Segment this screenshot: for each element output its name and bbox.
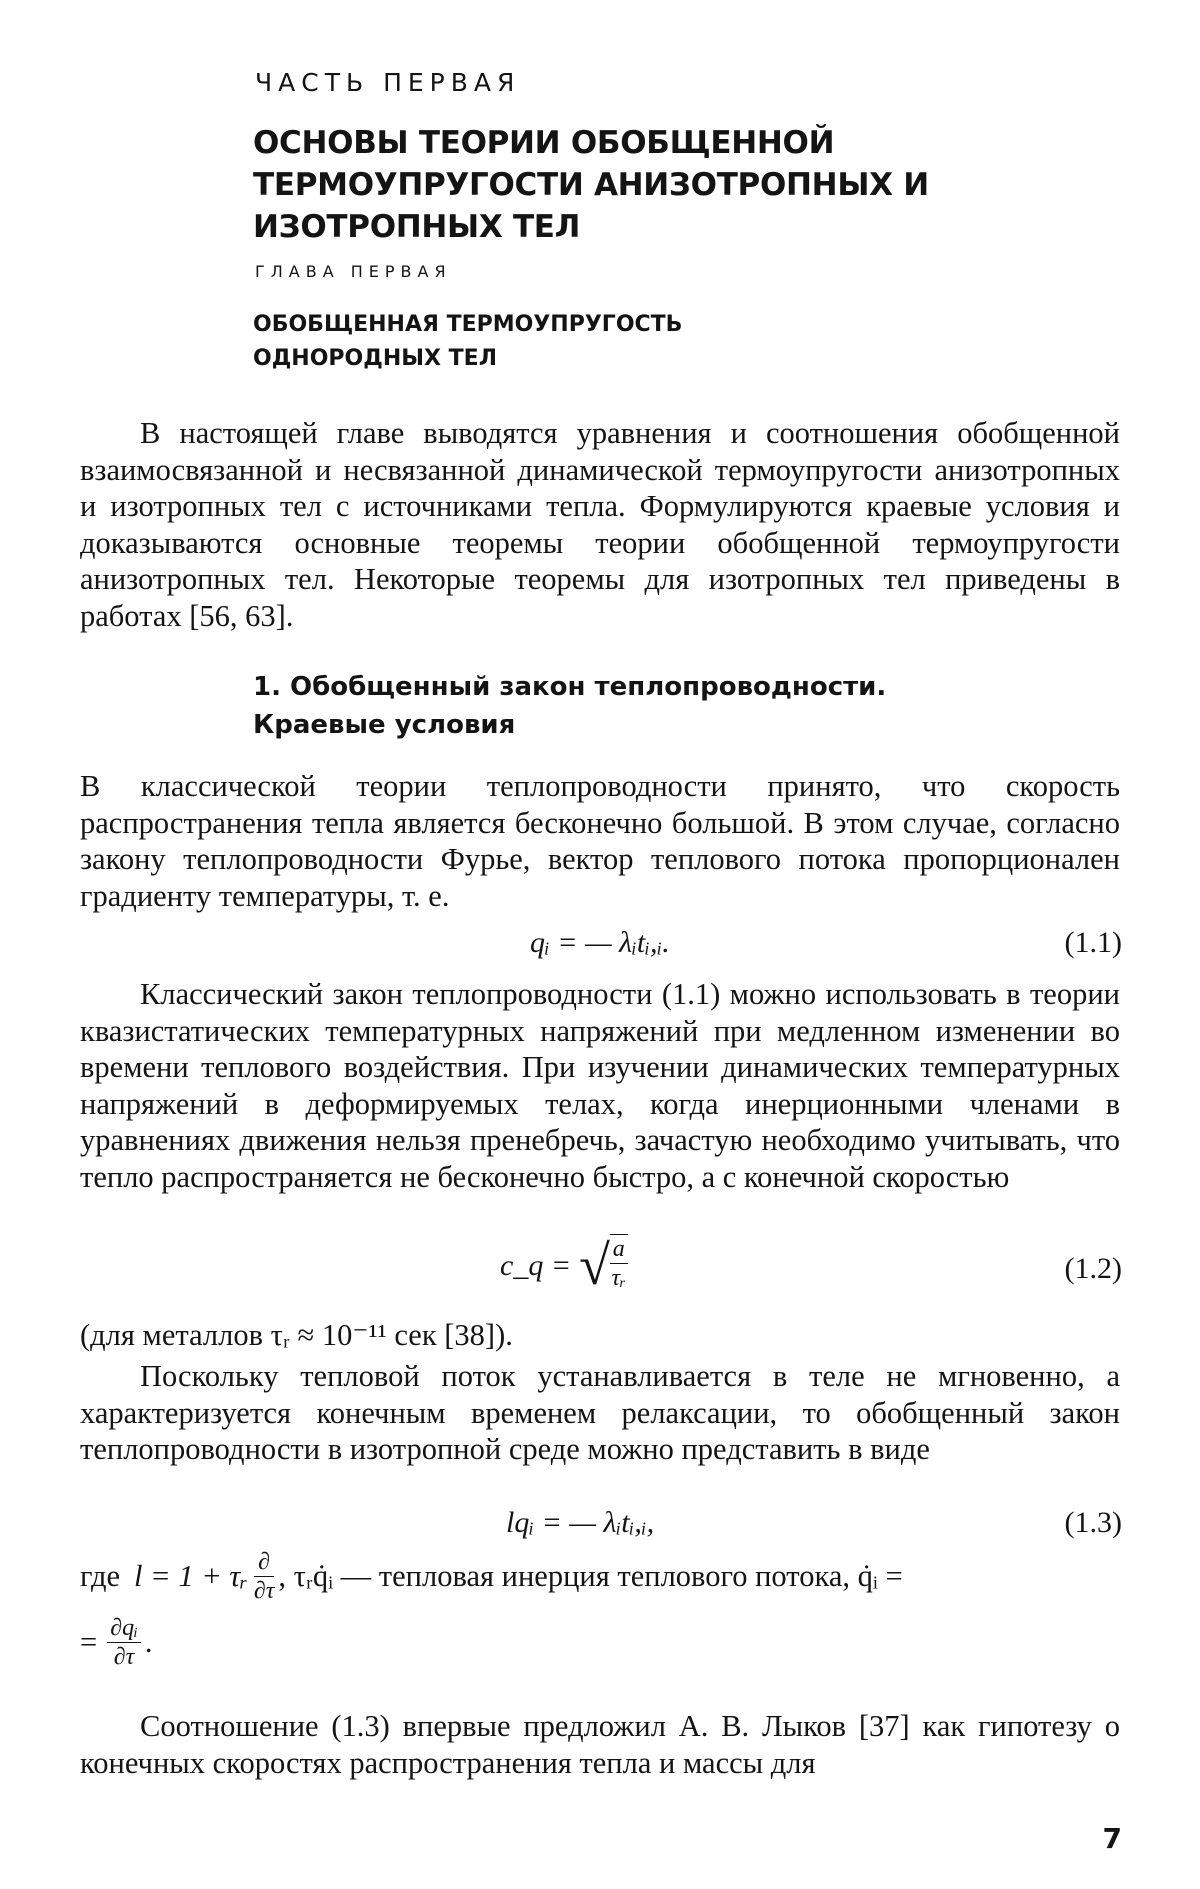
equation-1-3: lqᵢ = — λᵢtᵢ,ᵢ, [506,1506,655,1539]
section-title [253,668,1053,744]
section-title-line-2: Краевые условия [253,710,516,740]
paragraph-1: В классической теории теплопроводности принято, что скорость распространения тепла является бесконечно большой. В этом случае, согласно закону теплопроводности Фурье, вектор теплового потока пропорционален градиенту температуры, т. е. [80,769,1120,913]
equation-1-2 [500,1235,628,1297]
where-prefix: где [80,1559,121,1593]
chapter-title-line-2: ОДНОРОДНЫХ ТЕЛ [253,346,497,371]
where-line [80,1548,1120,1605]
derivative-end: . [144,1625,153,1659]
chapter-title [253,308,953,376]
equation-1-1: qᵢ = — λᵢtᵢ,ᵢ. [530,926,670,959]
page-number: 7 [1102,1822,1122,1855]
d-num: ∂ [254,1548,274,1577]
dq-den: ∂τ [113,1644,135,1670]
derivative-line [80,1614,152,1671]
paragraph-3: Поскольку тепловой поток устанавливается в теле не мгновенно, а характеризуется конечным временем релаксации, то обобщенный закон теплопроводности в изотропной среде можно представить в виде [80,1359,1120,1466]
chapter-label: ГЛАВА ПЕРВАЯ [255,262,452,281]
note-line: (для металлов τᵣ ≈ 10⁻¹¹ сек [38]). [80,1318,513,1352]
sqrt-fraction [610,1234,628,1292]
part-title: ОСНОВЫ ТЕОРИИ ОБОБЩЕННОЙ ТЕРМОУПРУГОСТИ АНИЗОТРОПНЫХ И ИЗОТРОПНЫХ ТЕЛ [253,125,929,245]
dq-num: ∂qᵢ [107,1614,141,1643]
intro-paragraph: В настоящей главе выводятся уравнения и соотношения обобщенной взаимосвязанной и несвязанной динамической термоупругости анизотропных и изотропных тел с источниками тепла. Формулируются краевые условия и доказываются основные теоремы теории обобщенной термоупругости анизотропных тел. Некоторые теоремы для изотропных тел приведены в работах [56, 63]. [80,416,1120,633]
part-label: ЧАСТЬ ПЕРВАЯ [255,68,521,97]
equation-1-2-den: τᵣ [611,1265,627,1291]
d-fraction [254,1548,274,1605]
paragraph-4: Соотношение (1.3) впервые предложил А. В. Лыков [37] как гипотезу о конечных скоростях распространения тепла и массы для [80,1709,1120,1780]
equation-1-2-number: (1.2) [1064,1252,1122,1285]
l-definition: l = 1 + τᵣ [134,1559,248,1593]
derivative-eq-prefix: = [80,1625,98,1659]
equation-1-3-number: (1.3) [1064,1506,1122,1539]
equation-1-1-number: (1.1) [1064,926,1122,959]
chapter-title-line-1: ОБОБЩЕННАЯ ТЕРМОУПРУГОСТЬ [253,312,683,337]
dq-fraction [107,1614,141,1671]
section-title-line-1: 1. Обобщенный закон теплопроводности. [253,672,887,702]
sqrt-icon: √ [579,1235,610,1297]
equation-1-2-num: a [610,1235,628,1264]
paragraph-2: Классический закон теплопроводности (1.1) можно использовать в теории квазистатических температурных напряжений при медленном изменении во времени теплового воздействия. При изучении динамических температурных напряжений в деформируемых телах, когда инерционными членами в уравнениях движения нельзя пренебречь, зачастую необходимо учитывать, что тепло распространяется не бесконечно быстро, а с конечной скоростью [80,977,1120,1194]
d-den: ∂τ [253,1578,275,1604]
where-mid: , τᵣq̇ᵢ — тепловая инерция теплового потока, q̇ᵢ = [278,1559,903,1593]
equation-1-2-lhs: c_q = [500,1249,572,1282]
